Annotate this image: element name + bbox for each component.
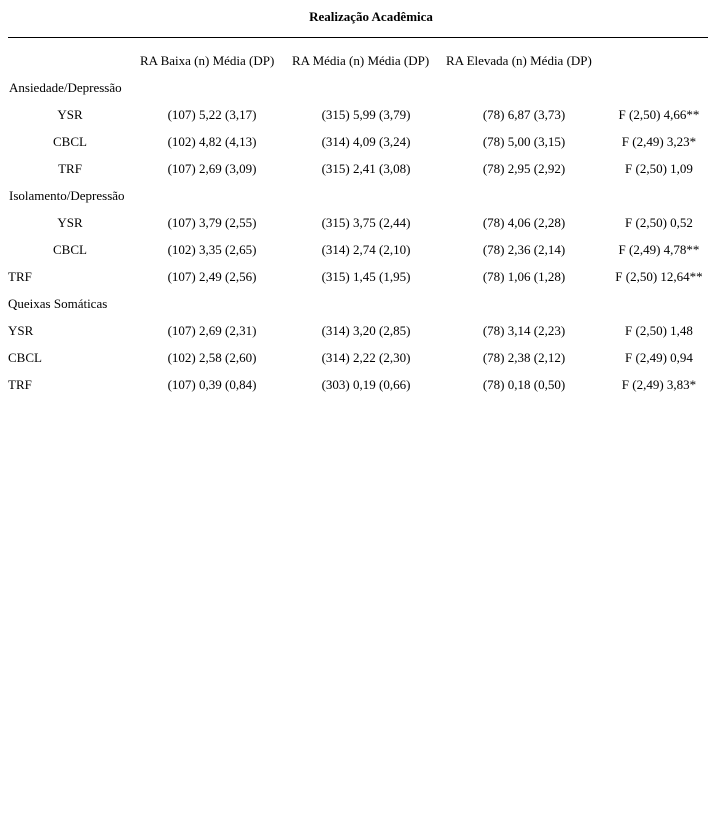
cell-low: (107) 2,69 (3,09) xyxy=(167,161,257,176)
table-row xyxy=(0,242,716,262)
column-header-mid: RA Média (n) Média (DP) xyxy=(292,53,430,68)
cell-f: F (2,49) 3,83* xyxy=(621,377,697,392)
section-label: Ansiedade/Depressão xyxy=(9,80,122,95)
cell-mid: (314) 2,74 (2,10) xyxy=(321,242,411,257)
cell-high: (78) 0,18 (0,50) xyxy=(482,377,566,392)
table-row xyxy=(0,323,716,343)
row-label: TRF xyxy=(8,269,32,284)
table-title: Realização Acadêmica xyxy=(309,9,433,24)
table-row xyxy=(0,377,716,397)
row-label: TRF xyxy=(8,377,32,392)
cell-low: (107) 2,69 (2,31) xyxy=(167,323,257,338)
cell-low: (102) 4,82 (4,13) xyxy=(167,134,257,149)
cell-f: F (2,50) 1,09 xyxy=(625,161,693,176)
cell-mid: (314) 3,20 (2,85) xyxy=(321,323,411,338)
cell-f: F (2,50) 1,48 xyxy=(625,323,693,338)
cell-mid: (303) 0,19 (0,66) xyxy=(321,377,411,392)
section-label: Queixas Somáticas xyxy=(8,296,108,311)
cell-low: (107) 5,22 (3,17) xyxy=(167,107,257,122)
cell-low: (107) 2,49 (2,56) xyxy=(167,269,257,284)
row-label: CBCL xyxy=(53,134,87,149)
row-label: YSR xyxy=(57,215,83,230)
cell-f: F (2,50) 12,64** xyxy=(615,269,703,284)
cell-high: (78) 5,00 (3,15) xyxy=(482,134,566,149)
row-label: CBCL xyxy=(53,242,87,257)
header-rule xyxy=(8,37,708,38)
table-row xyxy=(0,350,716,370)
cell-mid: (315) 1,45 (1,95) xyxy=(321,269,411,284)
row-label: CBCL xyxy=(8,350,42,365)
cell-low: (107) 3,79 (2,55) xyxy=(167,215,257,230)
cell-f: F (2,50) 4,66** xyxy=(618,107,700,122)
row-label: YSR xyxy=(57,107,83,122)
cell-high: (78) 2,95 (2,92) xyxy=(482,161,566,176)
table-row xyxy=(0,107,716,127)
cell-f: F (2,50) 0,52 xyxy=(625,215,693,230)
cell-f: F (2,49) 4,78** xyxy=(618,242,700,257)
row-label: YSR xyxy=(8,323,34,338)
cell-mid: (314) 2,22 (2,30) xyxy=(321,350,411,365)
cell-f: F (2,49) 0,94 xyxy=(625,350,693,365)
section-row xyxy=(0,296,716,316)
cell-mid: (314) 4,09 (3,24) xyxy=(321,134,411,149)
cell-mid: (315) 5,99 (3,79) xyxy=(321,107,411,122)
cell-mid: (315) 3,75 (2,44) xyxy=(321,215,411,230)
table-row xyxy=(0,161,716,181)
column-header-low: RA Baixa (n) Média (DP) xyxy=(140,53,275,68)
cell-mid: (315) 2,41 (3,08) xyxy=(321,161,411,176)
cell-high: (78) 6,87 (3,73) xyxy=(482,107,566,122)
cell-low: (107) 0,39 (0,84) xyxy=(167,377,257,392)
column-header-high: RA Elevada (n) Média (DP) xyxy=(446,53,592,68)
section-label: Isolamento/Depressão xyxy=(9,188,125,203)
cell-high: (78) 4,06 (2,28) xyxy=(482,215,566,230)
table-row xyxy=(0,269,716,289)
cell-high: (78) 3,14 (2,23) xyxy=(482,323,566,338)
table-row xyxy=(0,134,716,154)
section-row xyxy=(0,80,716,100)
cell-high: (78) 2,38 (2,12) xyxy=(482,350,566,365)
cell-low: (102) 2,58 (2,60) xyxy=(167,350,257,365)
cell-high: (78) 2,36 (2,14) xyxy=(482,242,566,257)
row-label: TRF xyxy=(58,161,82,176)
table-row xyxy=(0,215,716,235)
section-row xyxy=(0,188,716,208)
cell-high: (78) 1,06 (1,28) xyxy=(482,269,566,284)
cell-f: F (2,49) 3,23* xyxy=(621,134,697,149)
cell-low: (102) 3,35 (2,65) xyxy=(167,242,257,257)
